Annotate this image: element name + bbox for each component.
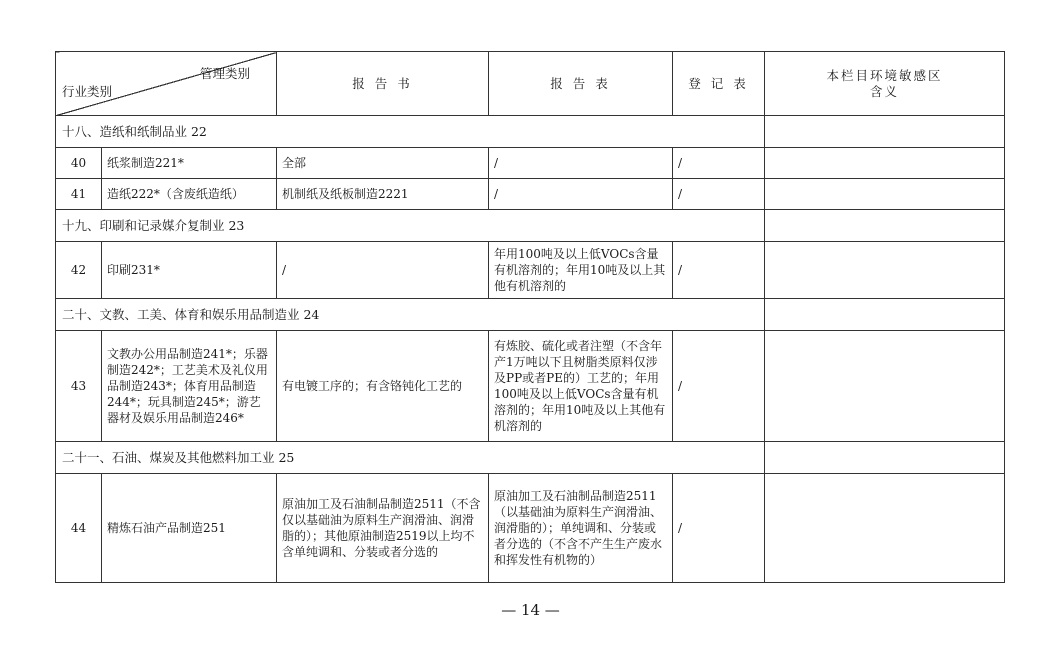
sensitive-cell <box>765 331 1005 442</box>
row-number: 42 <box>56 242 102 299</box>
section-row <box>56 116 1005 148</box>
report-form-cell: 年用100吨及以上低VOCs含量有机溶剂的；年用10吨及以上其他有机溶剂的 <box>489 242 673 299</box>
section-title: 十八、造纸和纸制品业 22 <box>56 116 765 148</box>
section-title: 二十、文教、工美、体育和娱乐用品制造业 24 <box>56 299 765 331</box>
header-row <box>56 52 1005 116</box>
diagonal-header-cell <box>56 52 277 116</box>
report-form-header: 报 告 表 <box>489 52 673 116</box>
registration-cell: / <box>673 148 765 179</box>
registration-cell: / <box>673 242 765 299</box>
sensitive-cell <box>765 242 1005 299</box>
sensitive-cell <box>765 116 1005 148</box>
report-form-cell: / <box>489 148 673 179</box>
section-row <box>56 210 1005 242</box>
sensitive-cell <box>765 299 1005 331</box>
row-number: 41 <box>56 179 102 210</box>
industry-cell: 精炼石油产品制造251 <box>102 474 277 583</box>
report-form-cell: / <box>489 179 673 210</box>
industry-cell: 印刷231* <box>102 242 277 299</box>
report-book-header: 报 告 书 <box>277 52 489 116</box>
sensitive-cell <box>765 474 1005 583</box>
section-row <box>56 299 1005 331</box>
registration-cell: / <box>673 474 765 583</box>
row-number: 43 <box>56 331 102 442</box>
table-row <box>56 179 1005 210</box>
sensitive-cell <box>765 442 1005 474</box>
sensitive-cell <box>765 179 1005 210</box>
page-number: — 14 — <box>501 601 560 619</box>
registration-cell: / <box>673 179 765 210</box>
management-category-label: 管理类别 <box>199 66 250 81</box>
industry-cell: 文教办公用品制造241*；乐器制造242*；工艺美术及礼仪用品制造243*；体育用品制造244*；玩具制造245*；游艺器材及娱乐用品制造246* <box>102 331 277 442</box>
table-row <box>56 331 1005 442</box>
report-book-cell: / <box>277 242 489 299</box>
report-form-cell: 原油加工及石油制品制造2511（以基础油为原料生产润滑油、润滑脂的）；单纯调和、分装或者分选的（不含不产生生产废水和挥发性有机物的） <box>489 474 673 583</box>
table-row <box>56 242 1005 299</box>
sensitive-area-header: 本栏目环境敏感区含义 <box>765 52 1005 116</box>
classification-table <box>55 51 1005 583</box>
report-book-cell: 机制纸及纸板制造2221 <box>277 179 489 210</box>
section-row <box>56 442 1005 474</box>
section-title: 十九、印刷和记录媒介复制业 23 <box>56 210 765 242</box>
sensitive-cell <box>765 210 1005 242</box>
industry-cell: 纸浆制造221* <box>102 148 277 179</box>
registration-cell: / <box>673 331 765 442</box>
row-number: 44 <box>56 474 102 583</box>
report-book-cell: 原油加工及石油制品制造2511（不含仅以基础油为原料生产润滑油、润滑脂的）；其他原油制造2519以上均不含单纯调和、分装或者分选的 <box>277 474 489 583</box>
table-row <box>56 148 1005 179</box>
table-row <box>56 474 1005 583</box>
industry-category-label: 行业类别 <box>62 84 113 99</box>
sensitive-cell <box>765 148 1005 179</box>
row-number: 40 <box>56 148 102 179</box>
industry-cell: 造纸222*（含废纸造纸） <box>102 179 277 210</box>
report-form-cell: 有炼胶、硫化或者注塑（不含年产1万吨以下且树脂类原料仅涉及PP或者PE的）工艺的；年用100吨及以上低VOCs含量有机溶剂的；年用10吨及以上其他有机溶剂的 <box>489 331 673 442</box>
report-book-cell: 全部 <box>277 148 489 179</box>
report-book-cell: 有电镀工序的；有含铬钝化工艺的 <box>277 331 489 442</box>
registration-form-header: 登 记 表 <box>673 52 765 116</box>
section-title: 二十一、石油、煤炭及其他燃料加工业 25 <box>56 442 765 474</box>
